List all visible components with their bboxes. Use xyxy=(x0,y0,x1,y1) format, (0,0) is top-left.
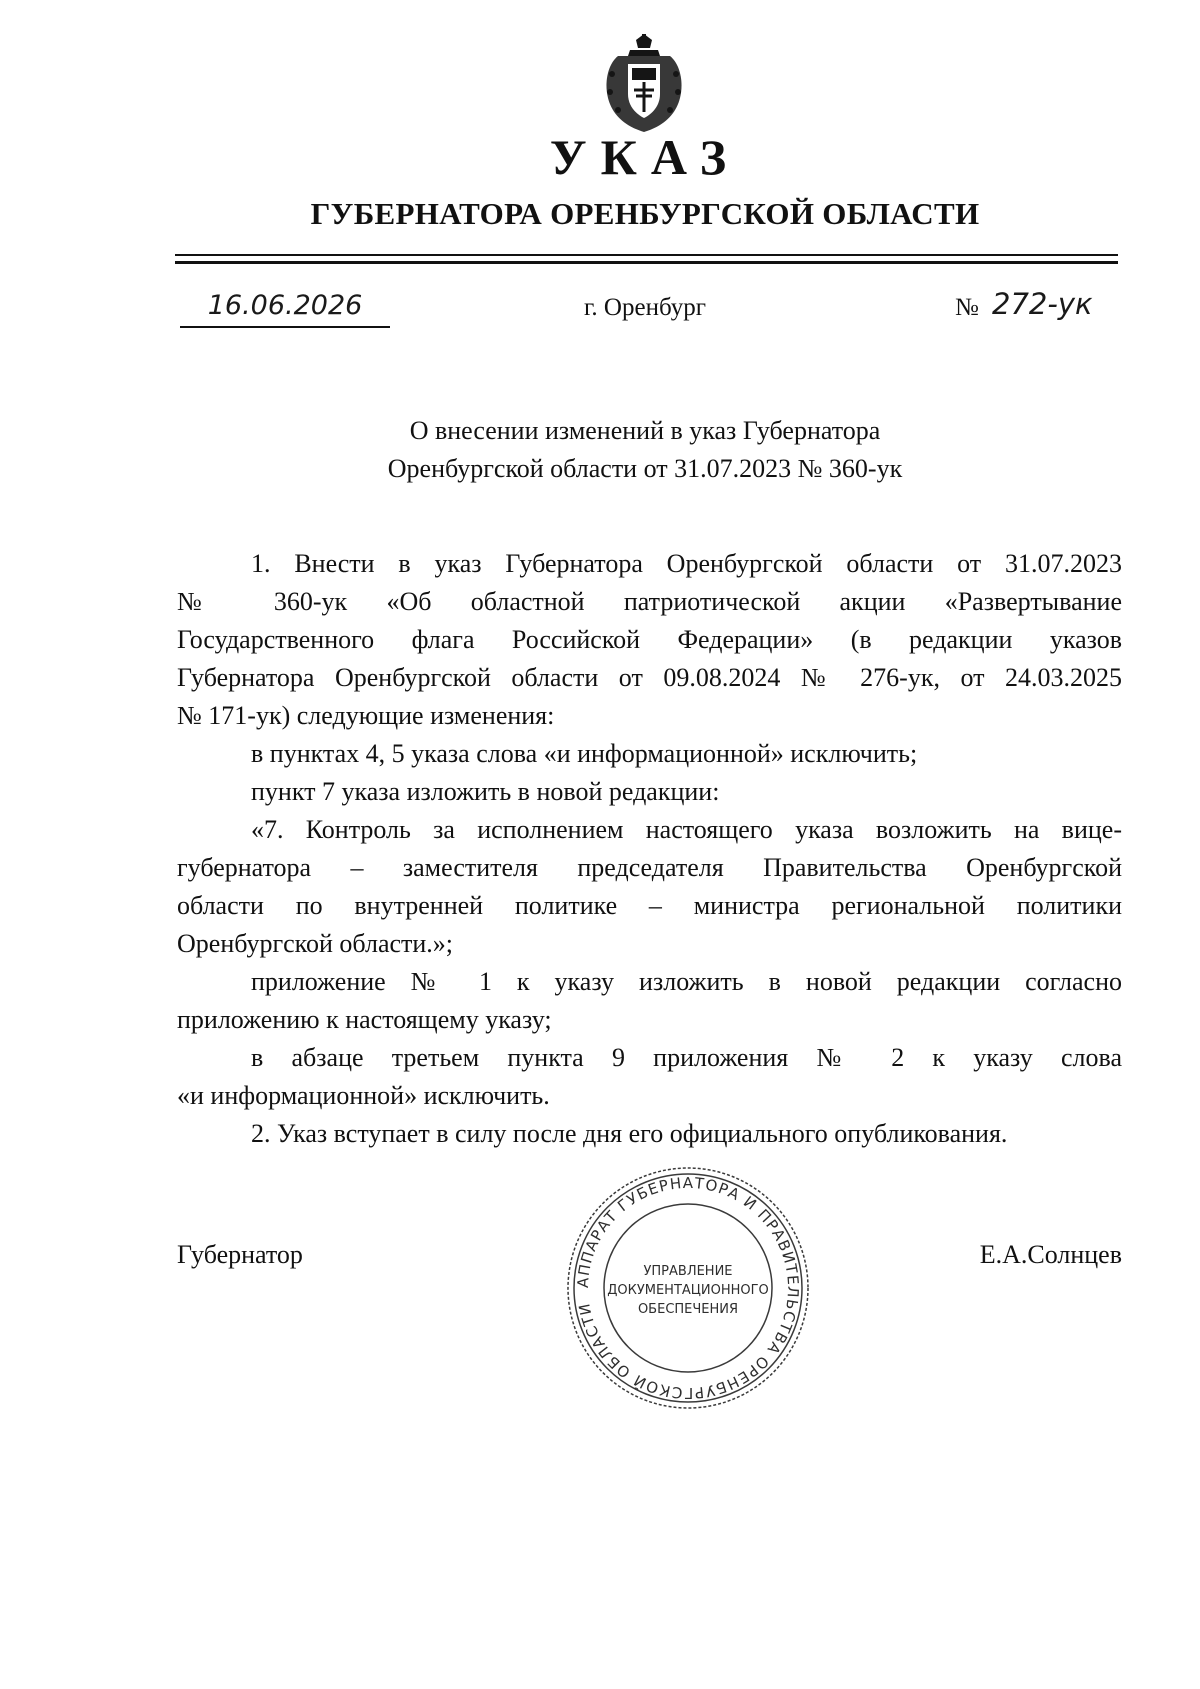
body-line: № 360-ук «Об областной патриотической акции «Развертывание xyxy=(177,587,1122,616)
document-number: 272-ук xyxy=(992,287,1093,321)
body-line: «и информационной» исключить. xyxy=(177,1081,550,1110)
document-body xyxy=(177,545,1122,1153)
stamp-center-line: ДОКУМЕНТАЦИОННОГО xyxy=(607,1283,769,1298)
document-city: г. Оренбург xyxy=(584,294,706,321)
body-line: в пунктах 4, 5 указа слова «и информационной» исключить; xyxy=(251,739,918,768)
body-line: области по внутренней политике – министра региональной политики xyxy=(177,891,1122,920)
coat-of-arms-icon xyxy=(598,34,690,134)
stamp-center-line: ОБЕСПЕЧЕНИЯ xyxy=(637,1302,739,1317)
header-divider xyxy=(175,254,1118,256)
body-line: «7. Контроль за исполнением настоящего указа возложить на вице- xyxy=(251,815,1122,844)
body-line: Государственного флага Российской Федерации» (в редакции указов xyxy=(177,625,1122,654)
signatory-title: Губернатор xyxy=(177,1240,303,1269)
document-date: 16.06.2026 xyxy=(180,290,390,328)
document-type-title: УКАЗ xyxy=(549,129,741,185)
body-line: 2. Указ вступает в силу после дня его официального опубликования. xyxy=(251,1119,1008,1148)
document-number-label: № xyxy=(955,294,979,321)
issuer-title: ГУБЕРНАТОРА ОРЕНБУРГСКОЙ ОБЛАСТИ xyxy=(310,196,980,231)
body-line: в абзаце третьем пункта 9 приложения № 2 к указу слова xyxy=(251,1043,1122,1072)
body-line: Губернатора Оренбургской области от 09.08.2024 № 276-ук, от 24.03.2025 xyxy=(177,663,1122,692)
body-line: Оренбургской области.»; xyxy=(177,929,454,958)
official-stamp xyxy=(563,1163,813,1413)
stamp-ring-text: АППАРАТ ГУБЕРНАТОРА И ПРАВИТЕЛЬСТВА ОРЕНБУРГСКОЙ ОБЛАСТИ xyxy=(573,1173,803,1403)
header-divider-bold xyxy=(175,261,1118,264)
body-line: 1. Внести в указ Губернатора Оренбургской области от 31.07.2023 xyxy=(251,549,1122,578)
subject-line: О внесении изменений в указ Губернатора xyxy=(409,416,881,445)
body-line: приложению к настоящему указу; xyxy=(177,1005,552,1034)
body-line: приложение № 1 к указу изложить в новой редакции согласно xyxy=(251,967,1122,996)
body-line: пункт 7 указа изложить в новой редакции: xyxy=(251,777,720,806)
document-subject xyxy=(300,412,990,488)
body-line: № 171-ук) следующие изменения: xyxy=(177,701,555,730)
subject-line: Оренбургской области от 31.07.2023 № 360-ук xyxy=(387,454,903,483)
stamp-center-line: УПРАВЛЕНИЕ xyxy=(643,1264,733,1279)
signatory-name: Е.А.Солнцев xyxy=(979,1240,1122,1269)
body-line: губернатора – заместителя председателя Правительства Оренбургской xyxy=(177,853,1122,882)
